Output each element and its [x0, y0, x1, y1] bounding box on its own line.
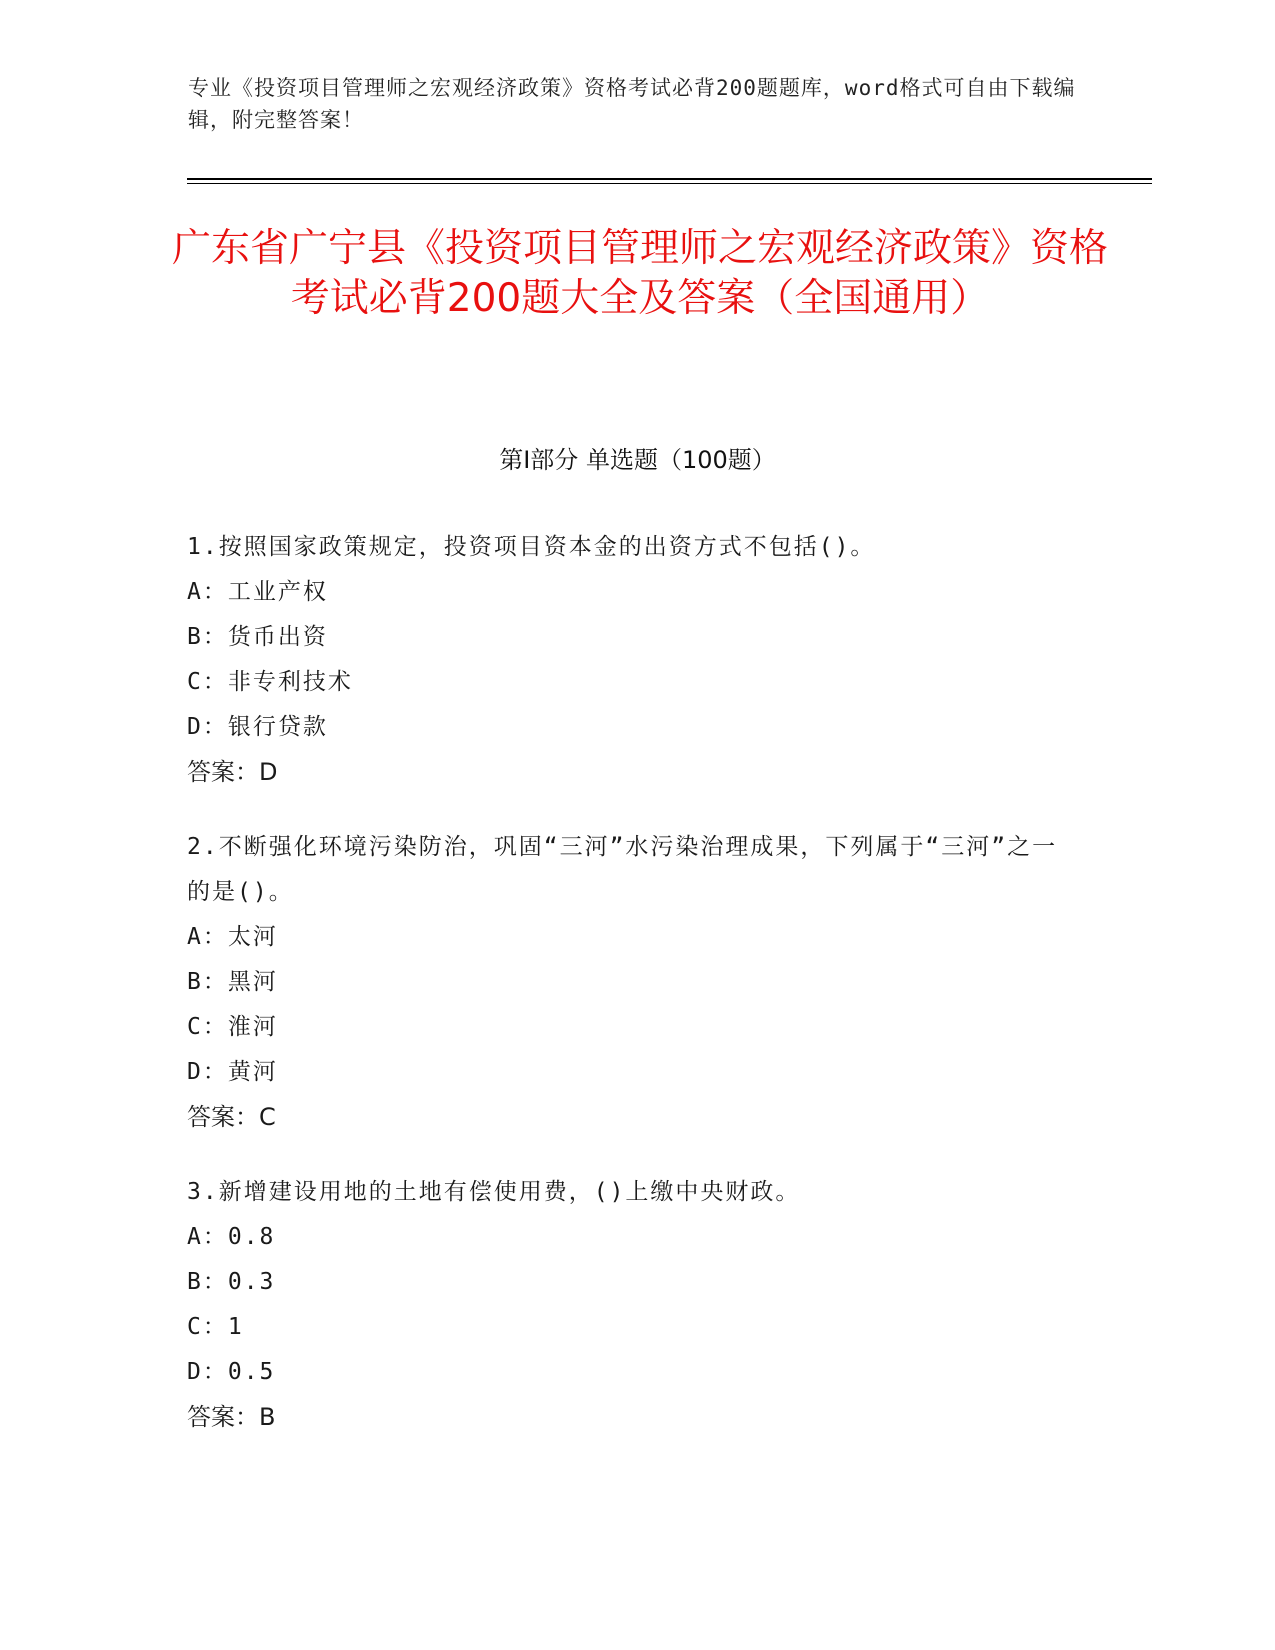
option-b	[187, 615, 1067, 660]
option-letter: A ：	[187, 1224, 228, 1250]
question-item	[187, 1170, 1067, 1440]
section-heading: 第Ⅰ部分 单选题（100题）	[499, 446, 776, 474]
option-letter: D ：	[187, 1359, 228, 1385]
question-item	[187, 525, 1067, 795]
option-text: 0.8	[227, 1224, 276, 1250]
document-title: 广东省广宁县《投资项目管理师之宏观经济政策》资格考试必背200题大全及答案（全国通用）	[171, 226, 1108, 321]
question-stem	[187, 1170, 1067, 1215]
option-text: 非专利技术	[227, 669, 353, 695]
header-divider-thick	[187, 178, 1152, 180]
option-text: 货币出资	[227, 624, 328, 650]
option-b	[187, 1260, 1067, 1305]
option-text: 太河	[227, 924, 278, 950]
option-d	[187, 1350, 1067, 1395]
option-text: 淮河	[227, 1014, 278, 1040]
option-letter: A ：	[187, 579, 228, 605]
answer-value: D	[259, 758, 278, 786]
question-number: 1 .	[187, 534, 219, 560]
question-item	[187, 825, 1067, 1140]
option-b	[187, 960, 1067, 1005]
option-text: 黄河	[227, 1059, 278, 1085]
answer-label: 答案 ：	[187, 758, 259, 786]
answer-line	[187, 750, 1067, 795]
question-text: 不断强化环境污染防治，巩固“三河”水污染治理成果，下列属于“三河”之一的是()。	[187, 834, 1058, 905]
option-d	[187, 1050, 1067, 1095]
option-c	[187, 1005, 1067, 1050]
option-text: 银行贷款	[227, 714, 328, 740]
option-letter: B ：	[187, 624, 228, 650]
option-a	[187, 1215, 1067, 1260]
option-text: 1	[227, 1314, 244, 1340]
option-text: 工业产权	[227, 579, 328, 605]
option-text: 0.3	[227, 1269, 276, 1295]
question-list	[187, 525, 1067, 1470]
question-stem	[187, 825, 1067, 915]
answer-value: B	[259, 1403, 276, 1431]
question-text: 按照国家政策规定，投资项目资本金的出资方式不包括()。	[218, 534, 876, 560]
answer-line	[187, 1095, 1067, 1140]
option-letter: A ：	[187, 924, 228, 950]
header-note: 专业《投资项目管理师之宏观经济政策》资格考试必背200题题库，word格式可自由下载编辑，附完整答案！	[188, 76, 1076, 132]
option-letter: C ：	[187, 669, 228, 695]
option-a	[187, 570, 1067, 615]
option-letter: C ：	[187, 1014, 228, 1040]
answer-label: 答案 ：	[187, 1403, 259, 1431]
option-letter: B ：	[187, 1269, 228, 1295]
option-letter: C ：	[187, 1314, 228, 1340]
question-text: 新增建设用地的土地有偿使用费，()上缴中央财政。	[218, 1179, 801, 1205]
option-text: 0.5	[227, 1359, 276, 1385]
answer-line	[187, 1395, 1067, 1440]
option-c	[187, 660, 1067, 705]
question-stem	[187, 525, 1067, 570]
option-a	[187, 915, 1067, 960]
option-text: 黑河	[227, 969, 278, 995]
answer-value: C	[259, 1103, 276, 1131]
question-number: 3 .	[187, 1179, 219, 1205]
question-number: 2 .	[187, 834, 219, 860]
answer-label: 答案 ：	[187, 1103, 259, 1131]
header-divider-thin	[187, 183, 1152, 184]
option-letter: D ：	[187, 1059, 228, 1085]
option-letter: D ：	[187, 714, 228, 740]
option-c	[187, 1305, 1067, 1350]
option-d	[187, 705, 1067, 750]
option-letter: B ：	[187, 969, 228, 995]
